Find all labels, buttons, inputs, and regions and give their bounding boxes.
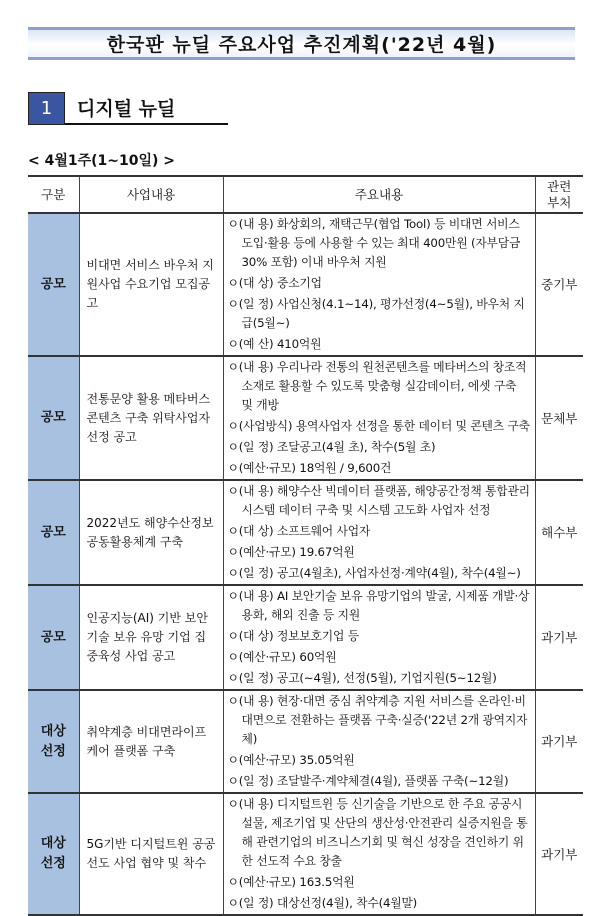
detail-item: ㅇ(사업방식) 용역사업자 선정을 통한 데이터 및 콘텐츠 구축 xyxy=(227,419,530,433)
header-details: 주요내용 xyxy=(223,176,535,213)
dept-cell: 중기부 xyxy=(535,213,583,356)
category-cell: 공모 xyxy=(28,356,79,480)
category-cell: 대상 선정 xyxy=(28,690,79,793)
detail-item: ㅇ(대 상) 중소기업 xyxy=(227,276,322,290)
detail-item: ㅇ(내 용) AI 보안기술 보유 유망기업의 발굴, 시제품 개발·상용화, 해외 진출 등 지원 xyxy=(227,589,530,622)
header-business: 사업내용 xyxy=(79,176,223,213)
dept-cell: 과기부 xyxy=(535,793,583,915)
table-row xyxy=(28,585,583,690)
category-cell: 공모 xyxy=(28,213,79,356)
detail-item: ㅇ(내 용) 해양수산 빅데이터 플랫폼, 해양공간정책 통합관리시스템 데이터 구축 및 시스템 고도화 사업자 선정 xyxy=(227,484,530,517)
dept-cell: 과기부 xyxy=(535,585,583,690)
header-category: 구분 xyxy=(28,176,79,213)
table-row xyxy=(28,793,583,915)
business-cell: 취약계층 비대면라이프 케어 플랫폼 구축 xyxy=(79,690,223,793)
detail-item: ㅇ(예산·규모) 18억원 / 9,600건 xyxy=(227,461,392,475)
section-title: 디지털 뉴딜 xyxy=(65,92,228,125)
table-row xyxy=(28,356,583,480)
detail-item: ㅇ(예 산) 410억원 xyxy=(227,337,322,351)
dept-cell: 해수부 xyxy=(535,480,583,585)
week-label: < 4월1주(1~10일) > xyxy=(28,153,176,169)
document-title: 한국판 뉴딜 주요사업 추진계획('22년 4월) xyxy=(106,34,497,56)
business-cell: 5G기반 디지털트윈 공공 선도 사업 협약 및 착수 xyxy=(79,793,223,915)
category-cell: 공모 xyxy=(28,480,79,585)
table-row xyxy=(28,690,583,793)
detail-item: ㅇ(대 상) 소프트웨어 사업자 xyxy=(227,524,371,538)
section-number-badge: 1 xyxy=(28,92,65,125)
details-cell xyxy=(223,585,535,690)
detail-item: ㅇ(일 정) 조달발주·계약체결(4월), 플랫폼 구축(~12월) xyxy=(227,774,509,788)
table-row xyxy=(28,480,583,585)
detail-item: ㅇ(내 용) 우리나라 전통의 원천콘텐츠를 메타버스의 창조적 소재로 활용할 수 있도록 맞춤형 실감데이터, 에셋 구축 및 개방 xyxy=(227,360,527,412)
business-cell: 2022년도 해양수산정보 공동활용체계 구축 xyxy=(79,480,223,585)
detail-item: ㅇ(내 용) 현장·대면 중심 취약계층 지원 서비스를 온라인·비대면으로 전환하는 플랫폼 구축·실증('22년 2개 광역지자체) xyxy=(227,694,528,746)
dept-cell: 과기부 xyxy=(535,690,583,793)
category-cell: 대상 선정 xyxy=(28,793,79,915)
project-table xyxy=(28,175,583,916)
table-header-row xyxy=(28,176,583,213)
detail-item: ㅇ(예산·규모) 19.67억원 xyxy=(227,545,355,559)
section-header xyxy=(28,92,228,125)
details-cell xyxy=(223,213,535,356)
details-cell xyxy=(223,356,535,480)
detail-item: ㅇ(일 정) 조달공고(4월 초), 착수(5월 초) xyxy=(227,440,436,454)
detail-item: ㅇ(일 정) 대상선정(4월), 착수(4월말) xyxy=(227,896,418,910)
details-cell xyxy=(223,480,535,585)
detail-item: ㅇ(내 용) 디지털트윈 등 신기술을 기반으로 한 주요 공공시설물, 제조기업 및 산단의 생산성·안전관리 실증지원을 통해 관련기업의 비즈니스기회 및 혁신 성장을 견인하기 위한 선도적 수요 창출 xyxy=(227,797,528,868)
detail-item: ㅇ(일 정) 공고(~4월), 선정(5월), 기업지원(5~12월) xyxy=(227,671,497,685)
table-row xyxy=(28,213,583,356)
document-title-bar xyxy=(28,27,575,60)
detail-item: ㅇ(내 용) 화상회의, 재택근무(협업 Tool) 등 비대면 서비스 도입·활용 등에 사용할 수 있는 최대 400만원 (자부담금 30% 포함) 이내 바우처 지원 xyxy=(227,217,521,269)
header-dept: 관련 부처 xyxy=(535,176,583,213)
business-cell: 인공지능(AI) 기반 보안기술 보유 유망 기업 집중육성 사업 공고 xyxy=(79,585,223,690)
business-cell: 전통문양 활용 메타버스 콘텐츠 구축 위탁사업자 선정 공고 xyxy=(79,356,223,480)
detail-item: ㅇ(일 정) 사업신청(4.1~14), 평가선정(4~5월), 바우처 지급(5월~) xyxy=(227,297,525,330)
detail-item: ㅇ(예산·규모) 163.5억원 xyxy=(227,875,355,889)
detail-item: ㅇ(예산·규모) 60억원 xyxy=(227,650,337,664)
business-cell: 비대면 서비스 바우처 지원사업 수요기업 모집공고 xyxy=(79,213,223,356)
details-cell xyxy=(223,793,535,915)
details-cell xyxy=(223,690,535,793)
detail-item: ㅇ(예산·규모) 35.05억원 xyxy=(227,753,355,767)
category-cell: 공모 xyxy=(28,585,79,690)
dept-cell: 문체부 xyxy=(535,356,583,480)
detail-item: ㅇ(일 정) 공고(4월초), 사업자선정·계약(4월), 착수(4월~) xyxy=(227,566,521,580)
detail-item: ㅇ(대 상) 정보보호기업 등 xyxy=(227,629,359,643)
